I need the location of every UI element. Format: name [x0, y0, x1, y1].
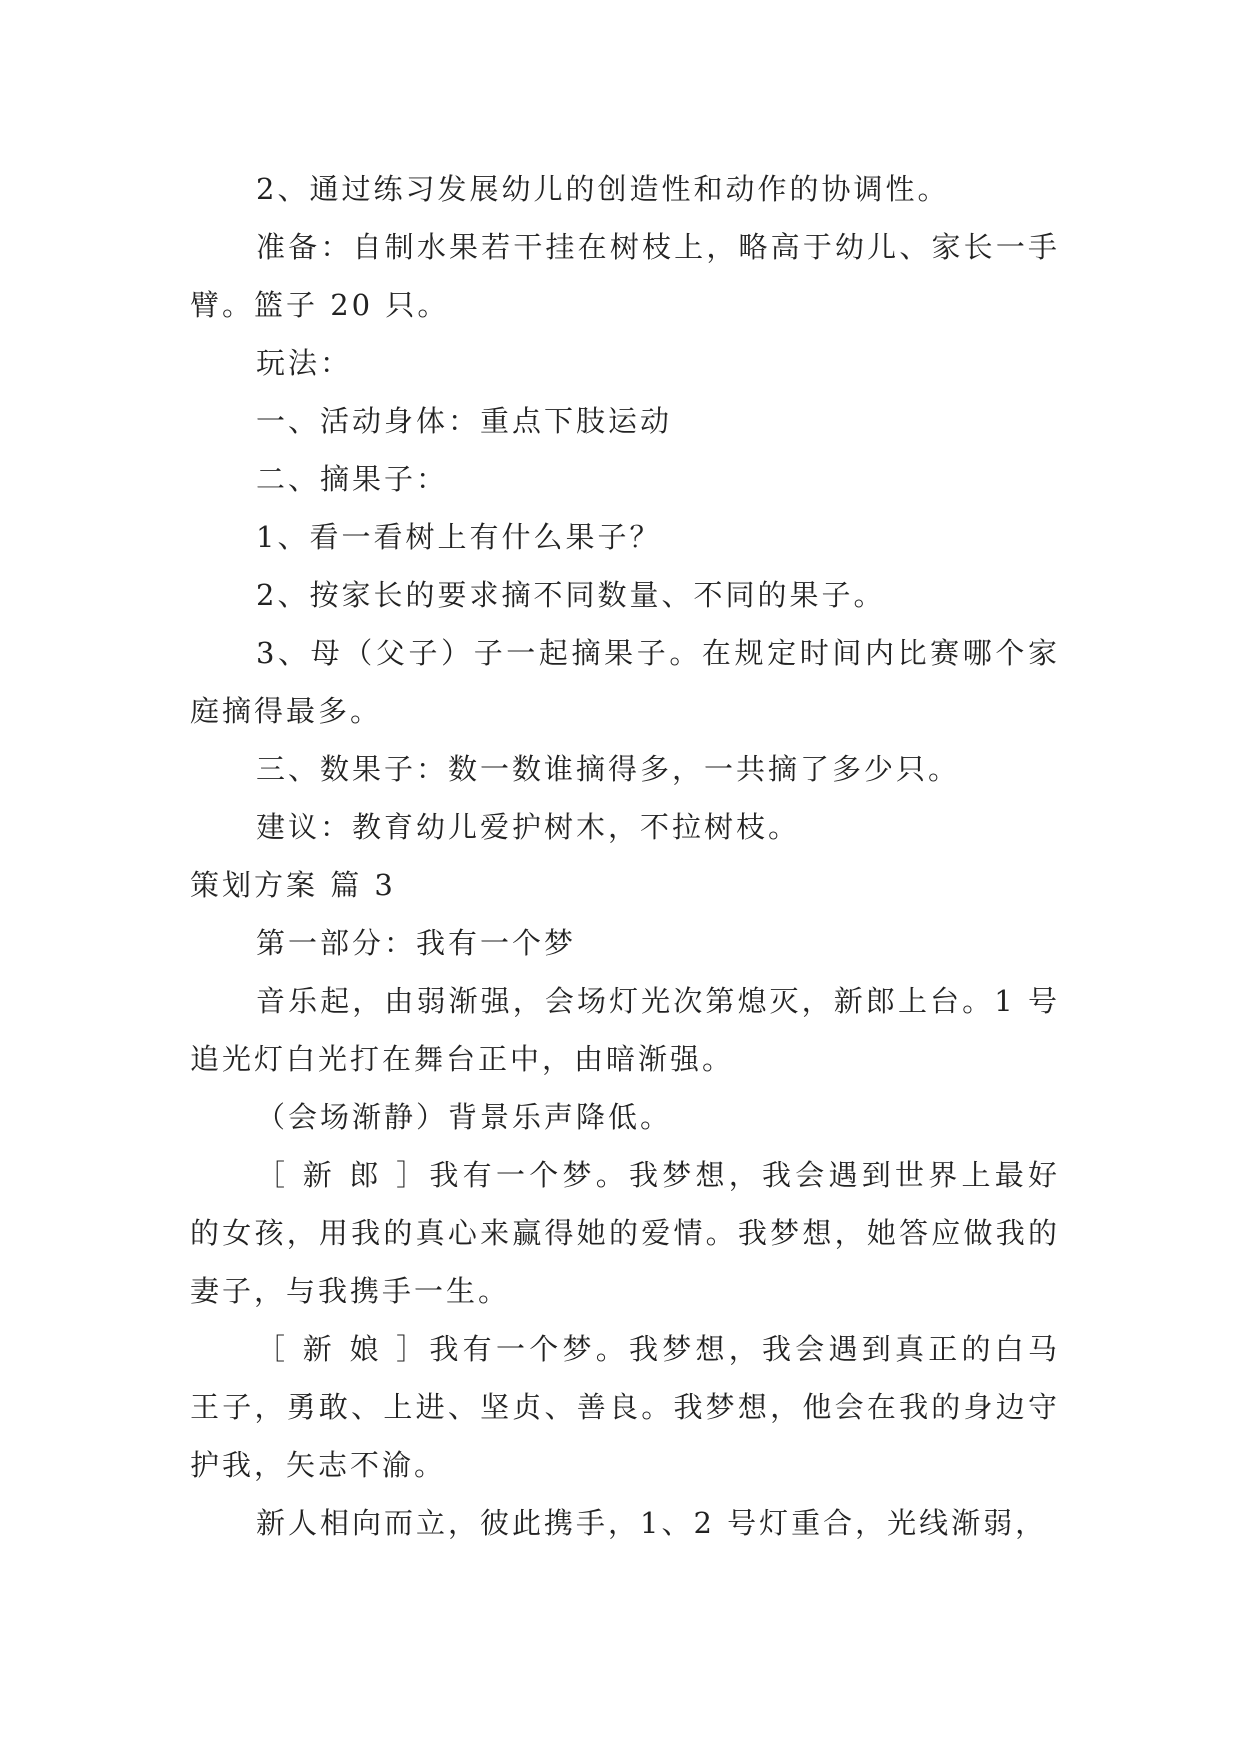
paragraph-substep-2: 2、按家长的要求摘不同数量、不同的果子。: [256, 578, 886, 612]
paragraph-venue-quiet: （会场渐静）背景乐声降低。: [256, 1100, 673, 1134]
paragraph-music: 音乐起，由弱渐强，会场灯光次第熄灭，新郎上台。1 号追光灯白光打在舞台正中，由暗渐强。: [190, 984, 1060, 1076]
paragraph-step-1: 一、活动身体：重点下肢运动: [256, 404, 673, 438]
paragraph-substep-1: 1、看一看树上有什么果子？: [256, 520, 662, 554]
paragraph-gameplay-heading: 玩法：: [256, 346, 353, 380]
paragraph-step-3: 三、数果子：数一数谁摘得多，一共摘了多少只。: [256, 752, 961, 786]
paragraph-groom: ［ 新 郎 ］我有一个梦。我梦想，我会遇到世界上最好的女孩，用我的真心来赢得她的爱情。我梦想，她答应做我的妻子，与我携手一生。: [190, 1158, 1060, 1308]
paragraph-suggestion: 建议：教育幼儿爱护树木，不拉树枝。: [256, 810, 801, 844]
paragraph-step-2: 二、摘果子：: [256, 462, 449, 496]
paragraph-part-1: 第一部分：我有一个梦: [256, 926, 577, 960]
paragraph-goal-2: 2、通过练习发展幼儿的创造性和动作的协调性。: [256, 172, 950, 206]
document-page: [190, 160, 1060, 1552]
paragraph-substep-3: 3、母（父子）子一起摘果子。在规定时间内比赛哪个家庭摘得最多。: [190, 636, 1060, 728]
paragraph-preparation: 准备：自制水果若干挂在树枝上，略高于幼儿、家长一手臂。篮子 20 只。: [190, 230, 1060, 322]
paragraph-couple: 新人相向而立，彼此携手，1、2 号灯重合，光线渐弱，: [256, 1506, 1048, 1540]
section-heading: 策划方案 篇 3: [190, 868, 396, 902]
paragraph-bride: ［ 新 娘 ］我有一个梦。我梦想，我会遇到真正的白马王子，勇敢、上进、坚贞、善良。我梦想，他会在我的身边守护我，矢志不渝。: [190, 1332, 1060, 1482]
